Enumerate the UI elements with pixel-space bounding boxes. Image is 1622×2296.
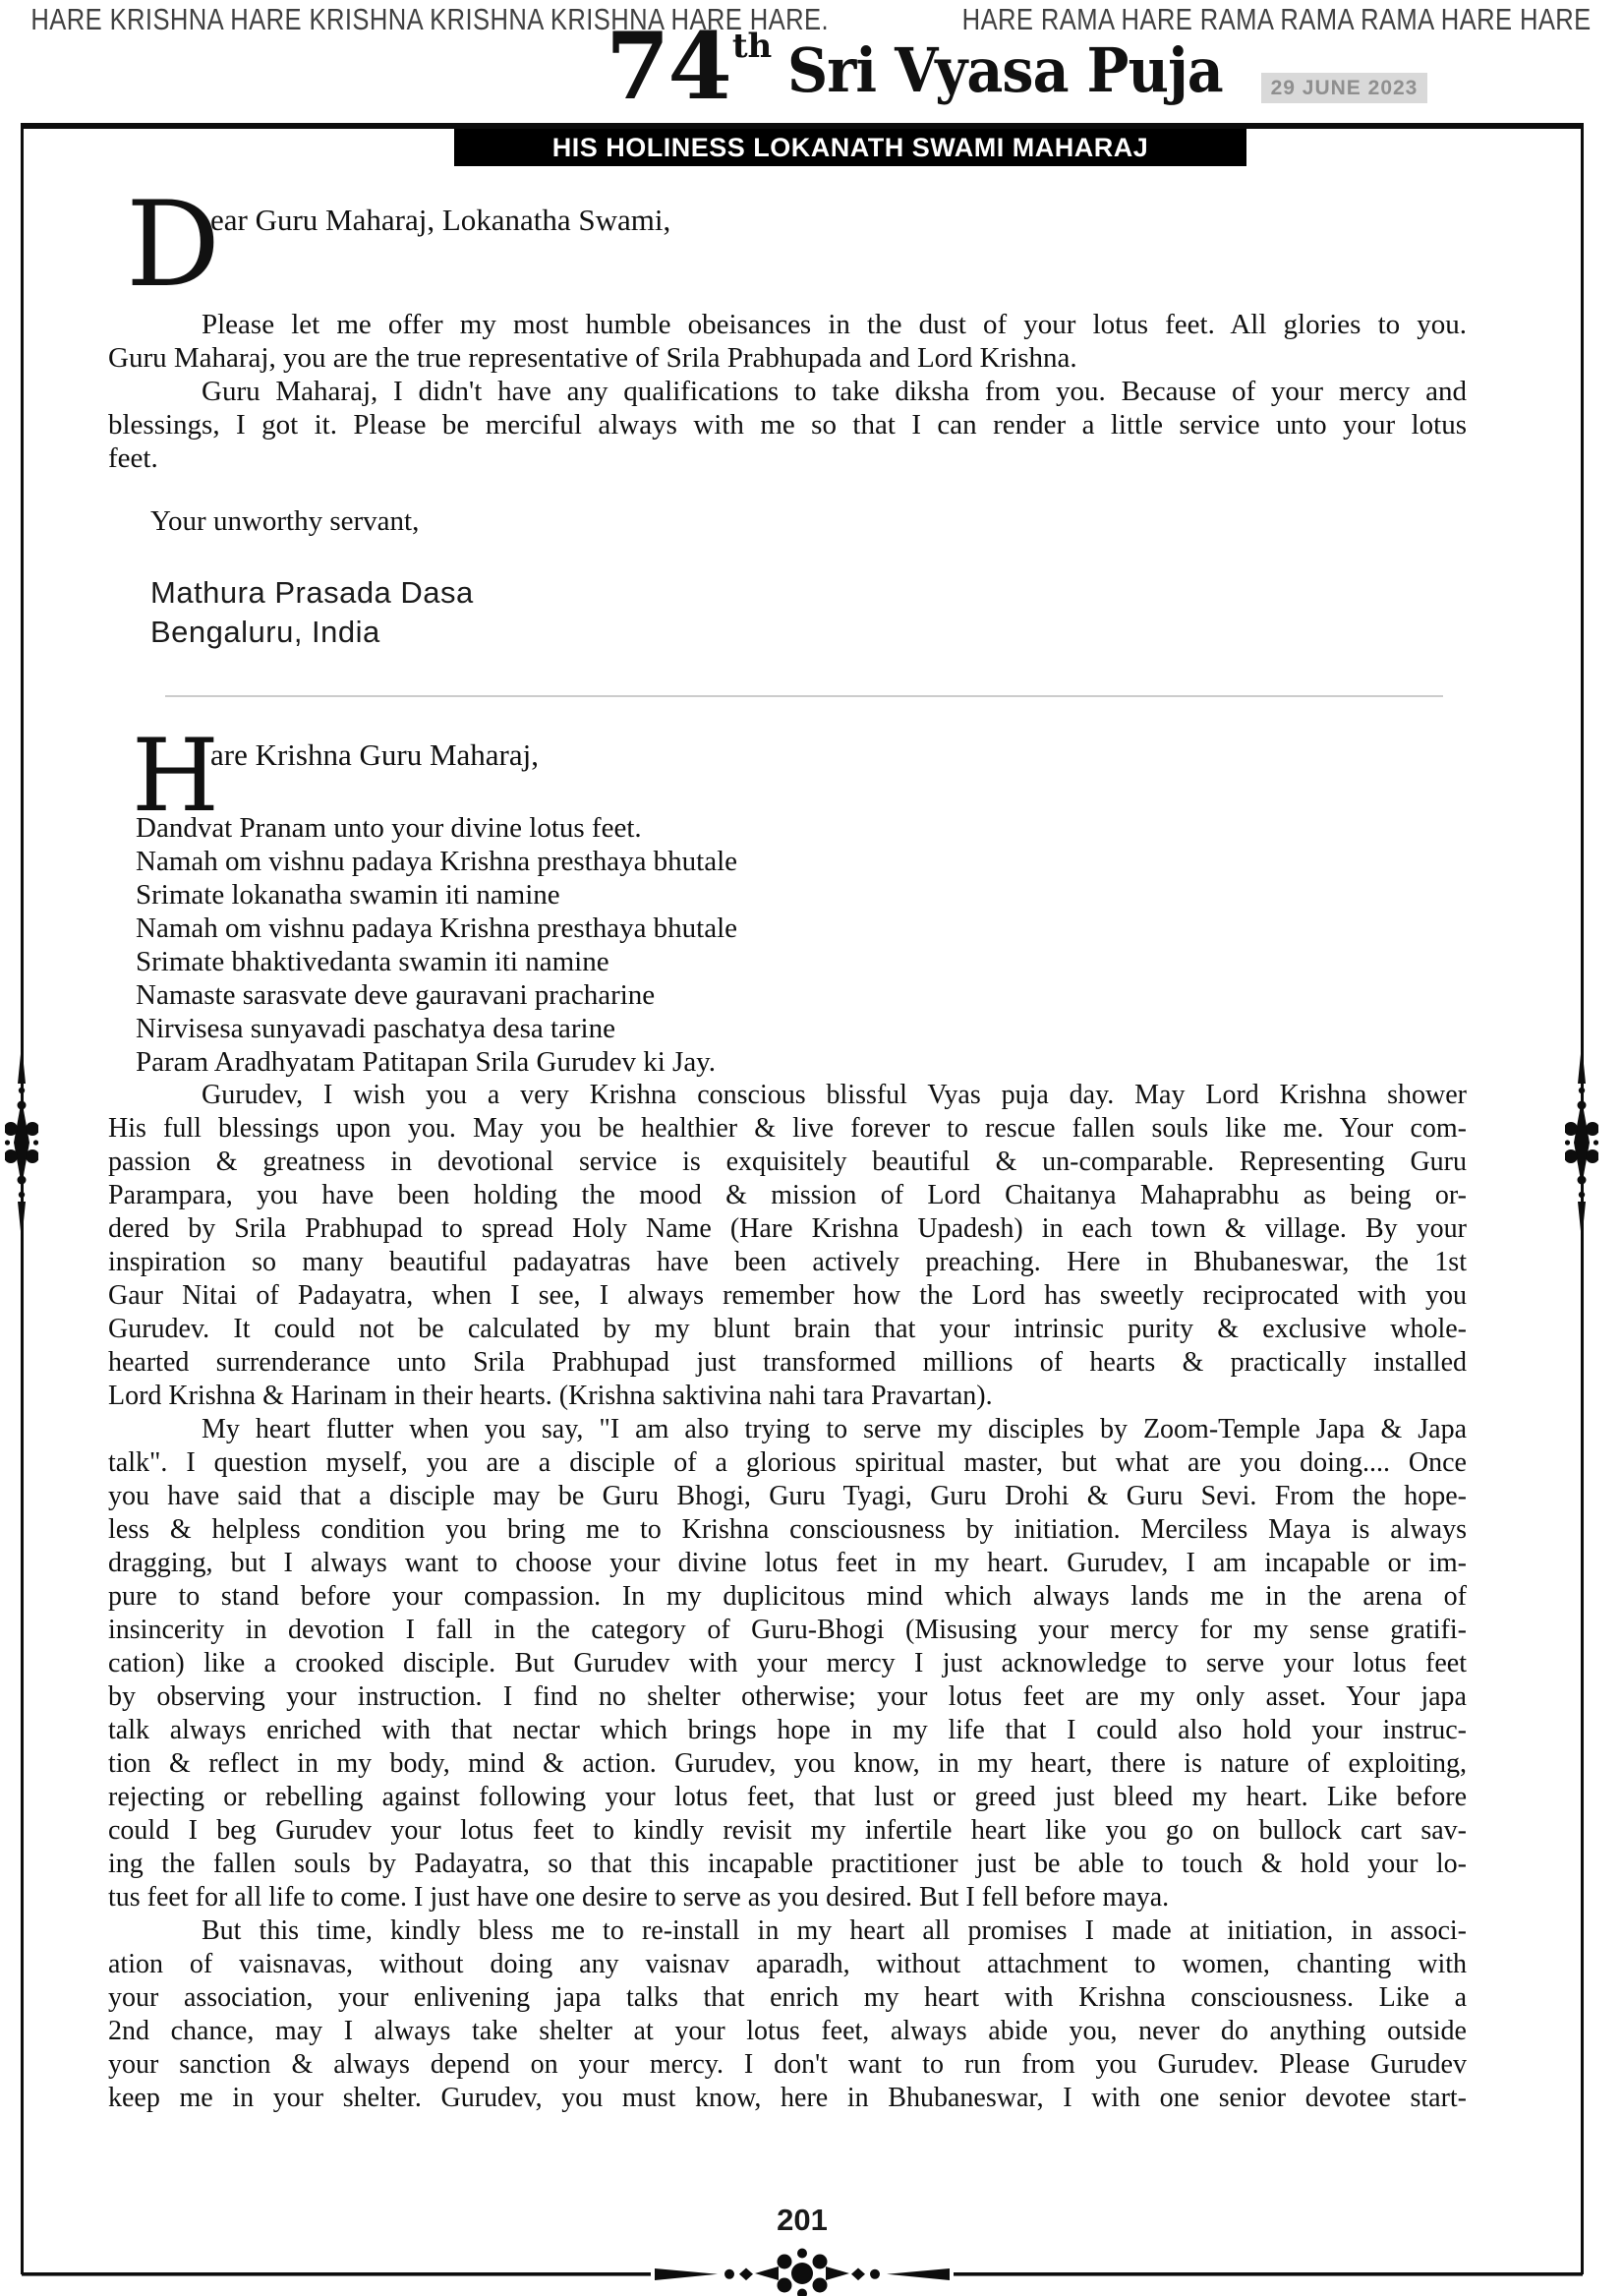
text-line: His full blessings upon you. May you be healthier & live forever to rescue fallen souls like me. Your com- bbox=[108, 1113, 1467, 1144]
text-line: your association, your enlivening japa talks that enrich my heart with Krishna consciousness. Like a bbox=[108, 1982, 1467, 2013]
left-border-line bbox=[21, 125, 24, 2274]
text-line: insincerity in devotion I fall in the category of Guru-Bhogi (Misusing your mercy for my sense gratifi- bbox=[108, 1615, 1467, 1645]
text-line: tus feet for all life to come. I just have one desire to serve as you desired. But I fell before maya. bbox=[108, 1882, 1170, 1913]
fleuron-ornament-icon bbox=[1565, 1044, 1598, 1246]
text-line: less & helpless condition you bring me to Krishna consciousness by initiation. Merciless Maya is always bbox=[108, 1514, 1467, 1545]
text-line: Please let me offer my most humble obeisances in the dust of your lotus feet. All glories to you. bbox=[202, 309, 1467, 340]
text-line: hearted surrenderance unto Srila Prabhupad just transformed millions of hearts & practically installed bbox=[108, 1347, 1467, 1378]
letter1-salutation bbox=[108, 177, 1467, 314]
page-number: 201 bbox=[777, 2203, 828, 2237]
text-line: inspiration so many beautiful padayatras have been actively preaching. Here in Bhubaneswar, the 1st bbox=[108, 1247, 1467, 1277]
paragraph bbox=[108, 308, 1467, 375]
letter1-paragraphs bbox=[108, 308, 1467, 475]
dropcap-d: D bbox=[126, 177, 221, 314]
date-badge: 29 JUNE 2023 bbox=[1261, 73, 1428, 103]
letter2 bbox=[108, 718, 1467, 2115]
letter1-closing: Your unworthy servant, bbox=[150, 505, 420, 537]
text-line: pure to stand before your compassion. In my duplicitous mind which always lands me in the arena of bbox=[108, 1581, 1467, 1612]
text-line: dered by Srila Prabhupad to spread Holy Name (Hare Krishna Upadesh) in each town & village. By your bbox=[108, 1213, 1467, 1244]
text-line: Guru Maharaj, you are the true representative of Srila Prabhupada and Lord Krishna. bbox=[108, 342, 1077, 374]
text-line: talk". I question myself, you are a disciple of a glorious spiritual master, but what are you doing.... Once bbox=[108, 1447, 1467, 1478]
bottom-rule-ornament bbox=[22, 2248, 1583, 2296]
text-line: Lord Krishna & Harinam in their hearts. (Krishna saktivina nahi tara Pravartan). bbox=[108, 1381, 993, 1411]
verse-line: Namaste sarasvate deve gauravani pracharine bbox=[136, 979, 656, 1011]
mantra-left: HARE KRISHNA HARE KRISHNA KRISHNA KRISHNA HARE HARE. bbox=[30, 2, 829, 36]
signature-name: Mathura Prasada Dasa bbox=[150, 575, 474, 610]
letter2-verses bbox=[136, 811, 1467, 1079]
title-number: 74 bbox=[606, 13, 730, 121]
paragraph bbox=[108, 1914, 1467, 2115]
signature-place: Bengaluru, India bbox=[150, 615, 380, 649]
salutation-text: are Krishna Guru Maharaj, bbox=[210, 737, 539, 772]
title-text: Sri Vyasa Puja bbox=[787, 34, 1224, 106]
text-line: passion & greatness in devotional service is exquisitely beautiful & un-comparable. Representing Guru bbox=[108, 1147, 1467, 1177]
text-line: dragging, but I always want to choose your divine lotus feet in my heart. Gurudev, I am incapable or im- bbox=[108, 1548, 1467, 1578]
verse-line: Srimate lokanatha swamin iti namine bbox=[136, 879, 560, 911]
text-line: keep me in your shelter. Gurudev, you must know, here in Bhubaneswar, I with one senior devotee start- bbox=[108, 2083, 1467, 2113]
text-line: Gaur Nitai of Padayatra, when I see, I always remember how the Lord has sweetly reciprocated with you bbox=[108, 1280, 1467, 1311]
banner-title: HIS HOLINESS LOKANATH SWAMI MAHARAJ bbox=[454, 129, 1246, 166]
text-line: talk always enriched with that nectar which brings hope in my life that I could also hold your instruc- bbox=[108, 1715, 1467, 1745]
text-line: But this time, kindly bless me to re-install in my heart all promises I made at initiation, in associ- bbox=[202, 1915, 1467, 1946]
dropcap-h: H bbox=[132, 718, 219, 835]
text-line: blessings, I got it. Please be merciful always with me so that I can render a little service unto your lotus bbox=[108, 409, 1467, 441]
verse-line: Namah om vishnu padaya Krishna presthaya bhutale bbox=[136, 846, 738, 877]
text-line: 2nd chance, may I always take shelter at your lotus feet, always abide you, never do anything outside bbox=[108, 2016, 1467, 2046]
text-line: feet. bbox=[108, 442, 158, 474]
salutation-text: ear Guru Maharaj, Lokanatha Swami, bbox=[210, 203, 671, 237]
text-line: you have said that a disciple may be Guru Bhogi, Guru Tyagi, Guru Drohi & Guru Sevi. From the hope- bbox=[108, 1481, 1467, 1511]
text-line: your sanction & always depend on your mercy. I don't want to run from you Gurudev. Please Gurudev bbox=[108, 2049, 1467, 2080]
text-line: could I beg Gurudev your lotus feet to kindly revisit my infertile heart like you go on bullock cart sav- bbox=[108, 1815, 1467, 1846]
paragraph bbox=[108, 375, 1467, 475]
letter1-signature bbox=[150, 573, 1467, 652]
paragraph bbox=[108, 1413, 1467, 1914]
text-line: Parampara, you have been holding the mood & mission of Lord Chaitanya Mahaprabhu as being or- bbox=[108, 1180, 1467, 1210]
verse-line: Nirvisesa sunyavadi paschatya desa tarine bbox=[136, 1013, 615, 1044]
title-ordinal-suffix: th bbox=[731, 27, 773, 66]
fleuron-ornament-icon bbox=[5, 1044, 38, 1246]
section-divider bbox=[165, 695, 1443, 697]
verse-line: Dandvat Pranam unto your divine lotus feet. bbox=[136, 812, 642, 844]
letter2-paragraphs bbox=[108, 1079, 1467, 2115]
page-title bbox=[606, 13, 1427, 121]
text-line: My heart flutter when you say, "I am also trying to serve my disciples by Zoom-Temple Japa & Japa bbox=[202, 1414, 1467, 1444]
verse-line: Namah om vishnu padaya Krishna presthaya bhutale bbox=[136, 913, 738, 944]
text-line: Gurudev, I wish you a very Krishna conscious blissful Vyas puja day. May Lord Krishna shower bbox=[202, 1080, 1467, 1110]
letters-column bbox=[108, 177, 1467, 2115]
text-line: ing the fallen souls by Padayatra, so that this incapable practitioner just be able to touch & hold your lo- bbox=[108, 1849, 1467, 1879]
right-border-line bbox=[1581, 125, 1584, 2274]
text-line: rejecting or rebelling against following your lotus feet, that lust or greed just bleed my heart. Like before bbox=[108, 1782, 1467, 1812]
mantra-right: HARE RAMA HARE RAMA RAMA RAMA HARE HARE bbox=[961, 2, 1592, 36]
text-line: Guru Maharaj, I didn't have any qualifications to take diksha from you. Because of your mercy and bbox=[202, 376, 1467, 407]
text-line: ation of vaisnavas, without doing any vaisnav aparadh, without attachment to women, chanting with bbox=[108, 1949, 1467, 1979]
paragraph bbox=[108, 1079, 1467, 1413]
verse-line: Srimate bhaktivedanta swamin iti namine bbox=[136, 946, 609, 977]
text-line: cation) like a crooked disciple. But Gurudev with your mercy I just acknowledge to serve your lotus feet bbox=[108, 1648, 1467, 1678]
text-line: by observing your instruction. I find no shelter otherwise; your lotus feet are my only asset. Your japa bbox=[108, 1681, 1467, 1712]
text-line: Gurudev. It could not be calculated by my blunt brain that your intrinsic purity & exclusive whole- bbox=[108, 1314, 1467, 1344]
verse-line: Param Aradhyatam Patitapan Srila Gurudev ki Jay. bbox=[136, 1046, 717, 1078]
text-line: tion & reflect in my body, mind & action. Gurudev, you know, in my heart, there is nature of exploiting, bbox=[108, 1748, 1467, 1779]
